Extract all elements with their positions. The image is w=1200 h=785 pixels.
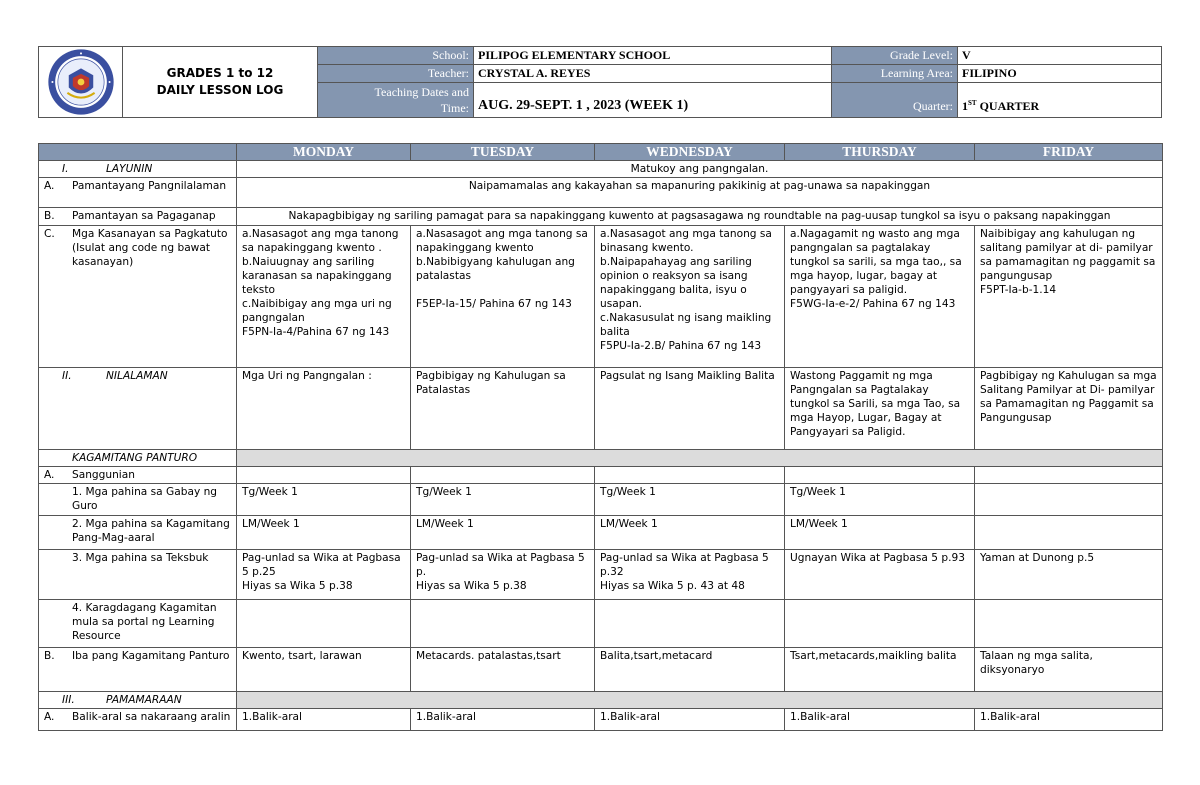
nilalaman-friday: Pagbibigay ng Kahulugan sa mga Salitang Pamilyar at Di- pamilyar sa Pamamagitan ng Paggamit sa Pangungusap bbox=[975, 368, 1163, 450]
row-gabay bbox=[39, 484, 1163, 516]
kasanayan-thursday: a.Nagagamit ng wasto ang mga pangngalan sa pagtalakay tungkol sa sarili, sa mga tao,, sa mga hayop, lugar, bagay at pangyayari sa paligid. F5WG-Ia-e-2/ Pahina 67 ng 143 bbox=[785, 226, 975, 368]
balik-aral-thursday: 1.Balik-aral bbox=[785, 709, 975, 731]
layunin-text: LAYUNIN bbox=[106, 163, 153, 175]
layunin-num: I. bbox=[62, 163, 69, 175]
kagamitan-text: KAGAMITANG PANTURO bbox=[72, 452, 198, 464]
teksbuk-text: 3. Mga pahina sa Teksbuk bbox=[72, 552, 209, 564]
mag-aaral-monday: LM/Week 1 bbox=[237, 516, 411, 550]
grade-label: Grade Level: bbox=[832, 47, 958, 65]
teksbuk-tuesday: Pag-unlad sa Wika at Pagbasa 5 p. Hiyas sa Wika 5 p.38 bbox=[411, 550, 595, 600]
grade-value: V bbox=[958, 47, 1162, 65]
sanggunian-tuesday bbox=[411, 467, 595, 484]
gabay-thursday: Tg/Week 1 bbox=[785, 484, 975, 516]
lesson-log-header bbox=[38, 46, 1162, 118]
gabay-friday bbox=[975, 484, 1163, 516]
gabay-wednesday: Tg/Week 1 bbox=[595, 484, 785, 516]
teksbuk-thursday: Ugnayan Wika at Pagbasa 5 p.93 bbox=[785, 550, 975, 600]
balik-aral-label bbox=[39, 709, 237, 731]
row-nilalaman bbox=[39, 368, 1163, 450]
iba-pang-letter: B. bbox=[44, 650, 55, 662]
pangnilalaman-label bbox=[39, 178, 237, 208]
nilalaman-thursday: Wastong Paggamit ng mga Pangngalan sa Pagtalakay tungkol sa Sarili, sa mga Tao, sa mga Hayop, Lugar, Bagay at Pangyayari sa Paligid. bbox=[785, 368, 975, 450]
quarter-value bbox=[958, 83, 1162, 118]
iba-pang-tuesday: Metacards. patalastas,tsart bbox=[411, 648, 595, 692]
karagdagang-tuesday bbox=[411, 600, 595, 648]
mag-aaral-label bbox=[39, 516, 237, 550]
log-title bbox=[123, 47, 318, 118]
teacher-value: CRYSTAL A. REYES bbox=[474, 65, 832, 83]
quarter-sup: ST bbox=[968, 99, 977, 107]
nilalaman-monday: Mga Uri ng Pangngalan : bbox=[237, 368, 411, 450]
pagganap-letter: B. bbox=[44, 210, 55, 222]
title-line1: GRADES 1 to 12 bbox=[166, 66, 274, 80]
kagamitan-shade bbox=[237, 450, 1163, 467]
mag-aaral-friday bbox=[975, 516, 1163, 550]
teksbuk-label bbox=[39, 550, 237, 600]
sanggunian-wednesday bbox=[595, 467, 785, 484]
teksbuk-monday: Pag-unlad sa Wika at Pagbasa 5 p.25 Hiyas sa Wika 5 p.38 bbox=[237, 550, 411, 600]
teksbuk-wednesday: Pag-unlad sa Wika at Pagbasa 5 p.32 Hiyas sa Wika 5 p. 43 at 48 bbox=[595, 550, 785, 600]
lesson-log-table bbox=[38, 143, 1162, 731]
balik-aral-wednesday: 1.Balik-aral bbox=[595, 709, 785, 731]
nilalaman-wednesday: Pagsulat ng Isang Maikling Balita bbox=[595, 368, 785, 450]
sanggunian-friday bbox=[975, 467, 1163, 484]
day-thursday: THURSDAY bbox=[785, 144, 975, 161]
dates-label-line2: Time: bbox=[440, 101, 469, 115]
kasanayan-label bbox=[39, 226, 237, 368]
balik-aral-tuesday: 1.Balik-aral bbox=[411, 709, 595, 731]
kasanayan-tuesday: a.Nasasagot ang mga tanong sa napakinggang kwento b.Nabibigyang kahulugan ang patalastas F5EP-Ia-15/ Pahina 67 ng 143 bbox=[411, 226, 595, 368]
pangnilalaman-letter: A. bbox=[44, 180, 55, 192]
area-label: Learning Area: bbox=[832, 65, 958, 83]
sanggunian-letter: A. bbox=[44, 469, 55, 481]
row-balik-aral bbox=[39, 709, 1163, 731]
karagdagang-label bbox=[39, 600, 237, 648]
dates-value: AUG. 29-SEPT. 1 , 2023 (WEEK 1) bbox=[474, 83, 832, 118]
logo-cell bbox=[39, 47, 123, 118]
iba-pang-label bbox=[39, 648, 237, 692]
row-iba-pang bbox=[39, 648, 1163, 692]
day-header-blank bbox=[39, 144, 237, 161]
pamamaraan-label bbox=[39, 692, 237, 709]
nilalaman-tuesday: Pagbibigay ng Kahulugan sa Patalastas bbox=[411, 368, 595, 450]
row-layunin bbox=[39, 161, 1163, 178]
area-value: FILIPINO bbox=[958, 65, 1162, 83]
pamamaraan-shade bbox=[237, 692, 1163, 709]
title-line2: DAILY LESSON LOG bbox=[156, 83, 284, 97]
day-monday: MONDAY bbox=[237, 144, 411, 161]
iba-pang-thursday: Tsart,metacards,maikling balita bbox=[785, 648, 975, 692]
balik-aral-letter: A. bbox=[44, 711, 55, 723]
pamamaraan-num: III. bbox=[62, 694, 75, 706]
karagdagang-thursday bbox=[785, 600, 975, 648]
deped-seal-logo bbox=[47, 48, 115, 116]
pamamaraan-text: PAMAMARAAN bbox=[106, 694, 182, 706]
layunin-label bbox=[39, 161, 237, 178]
gabay-label bbox=[39, 484, 237, 516]
balik-aral-text: Balik-aral sa nakaraang aralin bbox=[72, 711, 231, 723]
kasanayan-letter: C. bbox=[44, 228, 55, 240]
school-label: School: bbox=[318, 47, 474, 65]
sanggunian-thursday bbox=[785, 467, 975, 484]
row-karagdagang bbox=[39, 600, 1163, 648]
pagganap-label bbox=[39, 208, 237, 226]
day-wednesday: WEDNESDAY bbox=[595, 144, 785, 161]
mag-aaral-text: 2. Mga pahina sa Kagamitang Pang-Mag-aaral bbox=[72, 518, 230, 544]
school-value: PILIPOG ELEMENTARY SCHOOL bbox=[474, 47, 832, 65]
pagganap-text: Pamantayan sa Pagaganap bbox=[72, 210, 216, 222]
mag-aaral-wednesday: LM/Week 1 bbox=[595, 516, 785, 550]
mag-aaral-tuesday: LM/Week 1 bbox=[411, 516, 595, 550]
dates-label bbox=[318, 83, 474, 118]
row-teksbuk bbox=[39, 550, 1163, 600]
teksbuk-friday: Yaman at Dunong p.5 bbox=[975, 550, 1163, 600]
kagamitan-label bbox=[39, 450, 237, 467]
kasanayan-wednesday: a.Nasasagot ang mga tanong sa binasang kwento. b.Naipapahayag ang sariling opinion o reaksyon sa isang napakinggang balita, isyu o usapan. c.Nakasusulat ng isang maikling balita F5PU-Ia-2.B/ Pahina 67 ng 143 bbox=[595, 226, 785, 368]
pagganap-value: Nakapagbibigay ng sariling pamagat para sa napakinggang kuwento at pagsasagawa ng roundtable na pag-uusap tungkol sa isyu o paksang napakinggan bbox=[237, 208, 1163, 226]
dates-label-line1: Teaching Dates and bbox=[374, 85, 469, 99]
row-pamamaraan bbox=[39, 692, 1163, 709]
teacher-label: Teacher: bbox=[318, 65, 474, 83]
sanggunian-text: Sanggunian bbox=[72, 469, 135, 481]
mag-aaral-thursday: LM/Week 1 bbox=[785, 516, 975, 550]
karagdagang-monday bbox=[237, 600, 411, 648]
row-pamantayan-pagganap bbox=[39, 208, 1163, 226]
pangnilalaman-value: Naipamamalas ang kakayahan sa mapanuring pakikinig at pag-unawa sa napakinggan bbox=[237, 178, 1163, 208]
pangnilalaman-text: Pamantayang Pangnilalaman bbox=[72, 180, 227, 192]
gabay-monday: Tg/Week 1 bbox=[237, 484, 411, 516]
iba-pang-text: Iba pang Kagamitang Panturo bbox=[72, 650, 230, 662]
sanggunian-label bbox=[39, 467, 237, 484]
nilalaman-num: II. bbox=[62, 370, 72, 382]
gabay-tuesday: Tg/Week 1 bbox=[411, 484, 595, 516]
karagdagang-friday bbox=[975, 600, 1163, 648]
day-header-row bbox=[39, 144, 1163, 161]
quarter-rest: QUARTER bbox=[976, 99, 1040, 113]
balik-aral-monday: 1.Balik-aral bbox=[237, 709, 411, 731]
karagdagang-text: 4. Karagdagang Kagamitan mula sa portal ng Learning Resource bbox=[72, 602, 217, 642]
balik-aral-friday: 1.Balik-aral bbox=[975, 709, 1163, 731]
day-friday: FRIDAY bbox=[975, 144, 1163, 161]
quarter-num: 1 bbox=[962, 99, 968, 113]
iba-pang-friday: Talaan ng mga salita, diksyonaryo bbox=[975, 648, 1163, 692]
kasanayan-friday: Naibibigay ang kahulugan ng salitang pamilyar at di- pamilyar sa pamamagitan ng paggamit sa pangungusap F5PT-Ia-b-1.14 bbox=[975, 226, 1163, 368]
layunin-value: Matukoy ang pangngalan. bbox=[237, 161, 1163, 178]
row-pamantayang-pangnilalaman bbox=[39, 178, 1163, 208]
sanggunian-monday bbox=[237, 467, 411, 484]
kasanayan-text: Mga Kasanayan sa Pagkatuto (Isulat ang code ng bawat kasanayan) bbox=[72, 228, 228, 268]
kasanayan-monday: a.Nasasagot ang mga tanong sa napakinggang kwento . b.Naiuugnay ang sariling karanasan sa napakinggang teksto c.Naibibigay ang mga uri ng pangngalan F5PN-Ia-4/Pahina 67 ng 143 bbox=[237, 226, 411, 368]
iba-pang-wednesday: Balita,tsart,metacard bbox=[595, 648, 785, 692]
day-tuesday: TUESDAY bbox=[411, 144, 595, 161]
iba-pang-monday: Kwento, tsart, larawan bbox=[237, 648, 411, 692]
nilalaman-label bbox=[39, 368, 237, 450]
quarter-label: Quarter: bbox=[832, 83, 958, 118]
row-sanggunian bbox=[39, 467, 1163, 484]
nilalaman-text: NILALAMAN bbox=[106, 370, 168, 382]
gabay-text: 1. Mga pahina sa Gabay ng Guro bbox=[72, 486, 218, 512]
karagdagang-wednesday bbox=[595, 600, 785, 648]
row-kagamitang-mag-aaral bbox=[39, 516, 1163, 550]
row-kagamitan bbox=[39, 450, 1163, 467]
row-kasanayan bbox=[39, 226, 1163, 368]
